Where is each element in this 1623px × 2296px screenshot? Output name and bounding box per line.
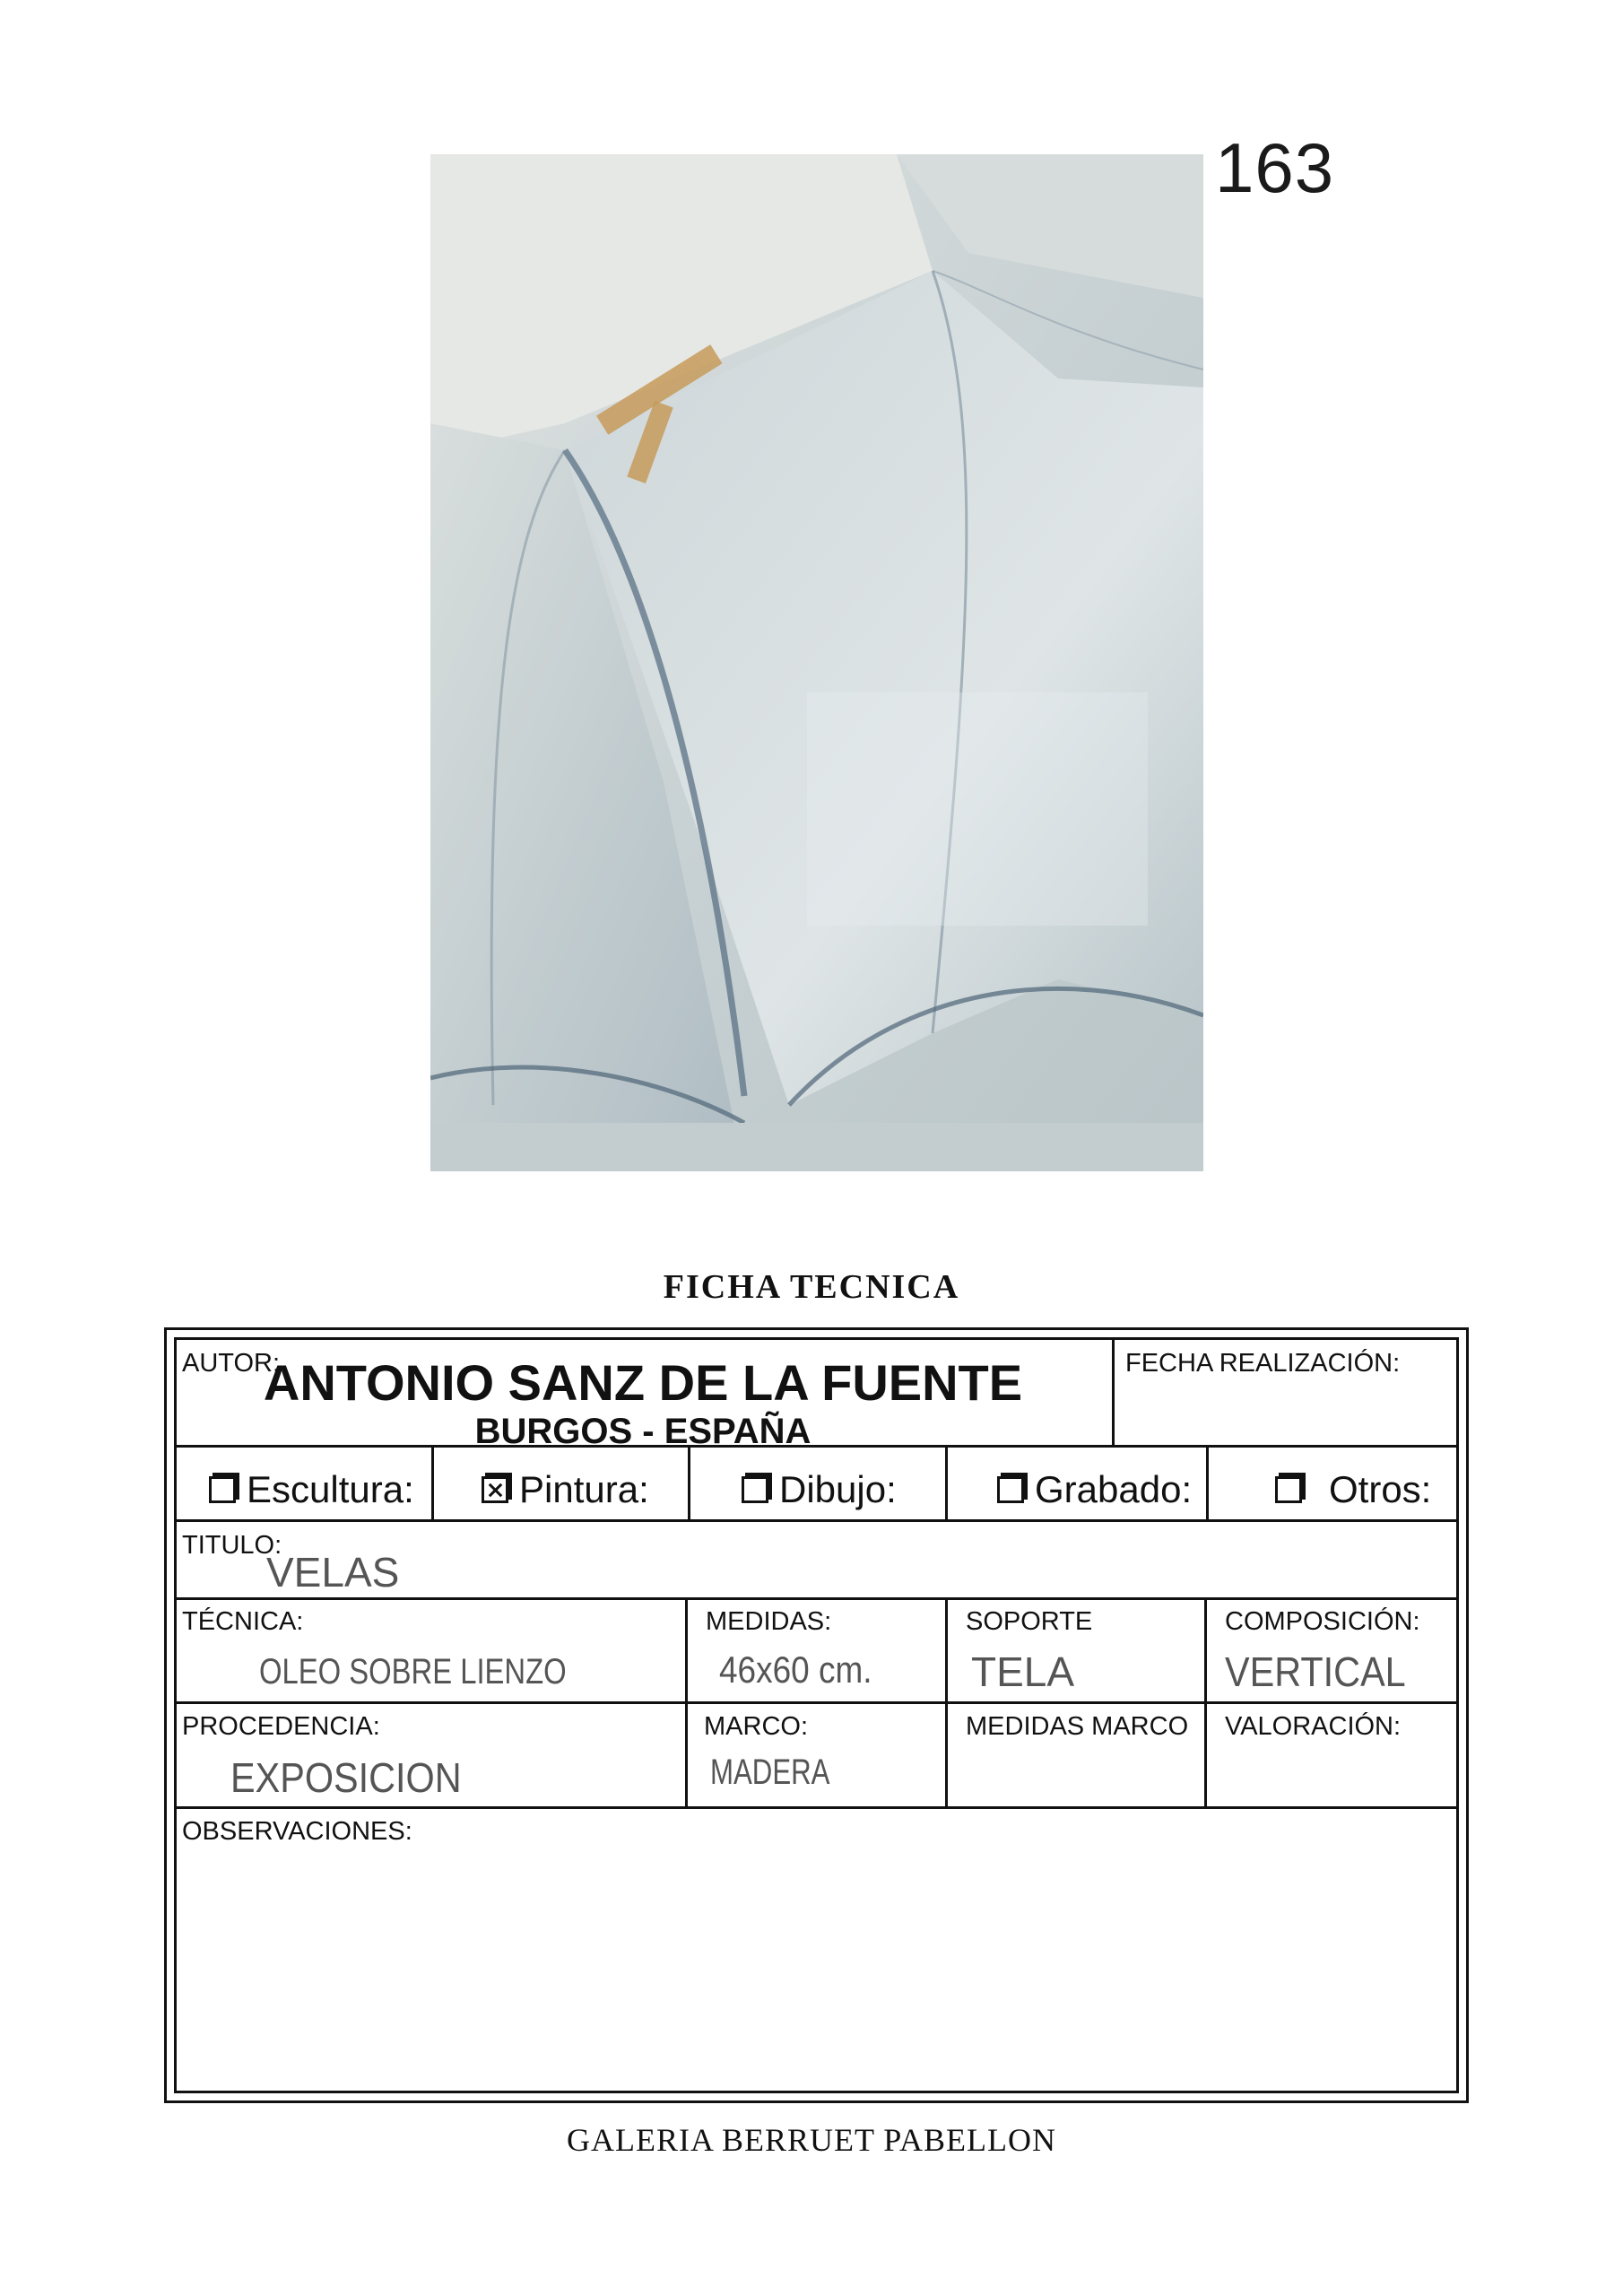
checkbox-grabado[interactable] <box>997 1476 1024 1503</box>
checkbox-escultura[interactable] <box>209 1476 236 1503</box>
kind-otros-label: Otros: <box>1329 1468 1432 1510</box>
row-divider <box>177 1806 1456 1809</box>
kind-escultura-label: Escultura: <box>247 1468 414 1510</box>
col-divider <box>1206 1445 1209 1519</box>
row-divider <box>177 1701 1456 1704</box>
tecnica-value: OLEO SOBRE LIENZO <box>259 1652 567 1692</box>
ficha-heading: FICHA TECNICA <box>663 1268 960 1306</box>
col-divider <box>1204 1597 1207 1806</box>
checkbox-pintura-checked[interactable] <box>482 1476 508 1503</box>
col-divider <box>688 1445 690 1519</box>
soporte-value: TELA <box>971 1648 1075 1695</box>
medidas-label: MEDIDAS: <box>706 1607 832 1636</box>
kind-grabado[interactable] <box>997 1467 1192 1512</box>
fecha-realizacion-label: FECHA REALIZACIÓN: <box>1125 1349 1401 1378</box>
technical-sheet-frame <box>174 1337 1459 2093</box>
kind-grabado-label: Grabado: <box>1035 1468 1193 1510</box>
col-divider <box>685 1597 688 1806</box>
composicion-value: VERTICAL <box>1225 1648 1406 1695</box>
kind-escultura[interactable] <box>209 1467 414 1512</box>
sails-painting-illustration <box>430 154 1203 1171</box>
composicion-label: COMPOSICIÓN: <box>1225 1607 1420 1636</box>
checkbox-dibujo[interactable] <box>742 1476 768 1503</box>
soporte-label: SOPORTE <box>966 1607 1093 1636</box>
checkbox-otros[interactable] <box>1275 1476 1302 1503</box>
observaciones-label: OBSERVACIONES: <box>182 1817 412 1846</box>
kind-dibujo[interactable] <box>742 1467 897 1512</box>
technical-sheet-form <box>164 1327 1469 2103</box>
col-divider <box>431 1445 434 1519</box>
procedencia-value: EXPOSICION <box>230 1754 462 1801</box>
titulo-label: TITULO: <box>182 1531 282 1560</box>
col-divider <box>945 1597 948 1806</box>
author-name: ANTONIO SANZ DE LA FUENTE <box>263 1354 1023 1411</box>
titulo-value: VELAS <box>266 1549 400 1596</box>
autor-label: AUTOR: <box>182 1349 281 1378</box>
sheet-number: 163 <box>1215 128 1335 207</box>
marco-value: MADERA <box>710 1752 830 1792</box>
kind-otros[interactable] <box>1275 1467 1431 1512</box>
kind-pintura-label: Pintura: <box>519 1468 649 1510</box>
procedencia-label: PROCEDENCIA: <box>182 1712 380 1741</box>
valoracion-label: VALORACIÓN: <box>1225 1712 1402 1741</box>
author-origin: BURGOS - ESPAÑA <box>474 1412 812 1451</box>
kind-pintura[interactable] <box>482 1467 649 1512</box>
col-divider <box>945 1445 948 1519</box>
row-divider <box>177 1597 1456 1600</box>
marco-label: MARCO: <box>704 1712 808 1741</box>
painting-image <box>430 154 1203 1171</box>
medidas-marco-label: MEDIDAS MARCO <box>966 1712 1189 1741</box>
kind-dibujo-label: Dibujo: <box>779 1468 897 1510</box>
tecnica-label: TÉCNICA: <box>182 1607 304 1636</box>
gallery-footer: GALERIA BERRUET PABELLON <box>566 2122 1057 2158</box>
col-divider <box>1112 1340 1115 1445</box>
medidas-value: 46x60 cm. <box>719 1648 872 1691</box>
row-divider <box>177 1519 1456 1522</box>
